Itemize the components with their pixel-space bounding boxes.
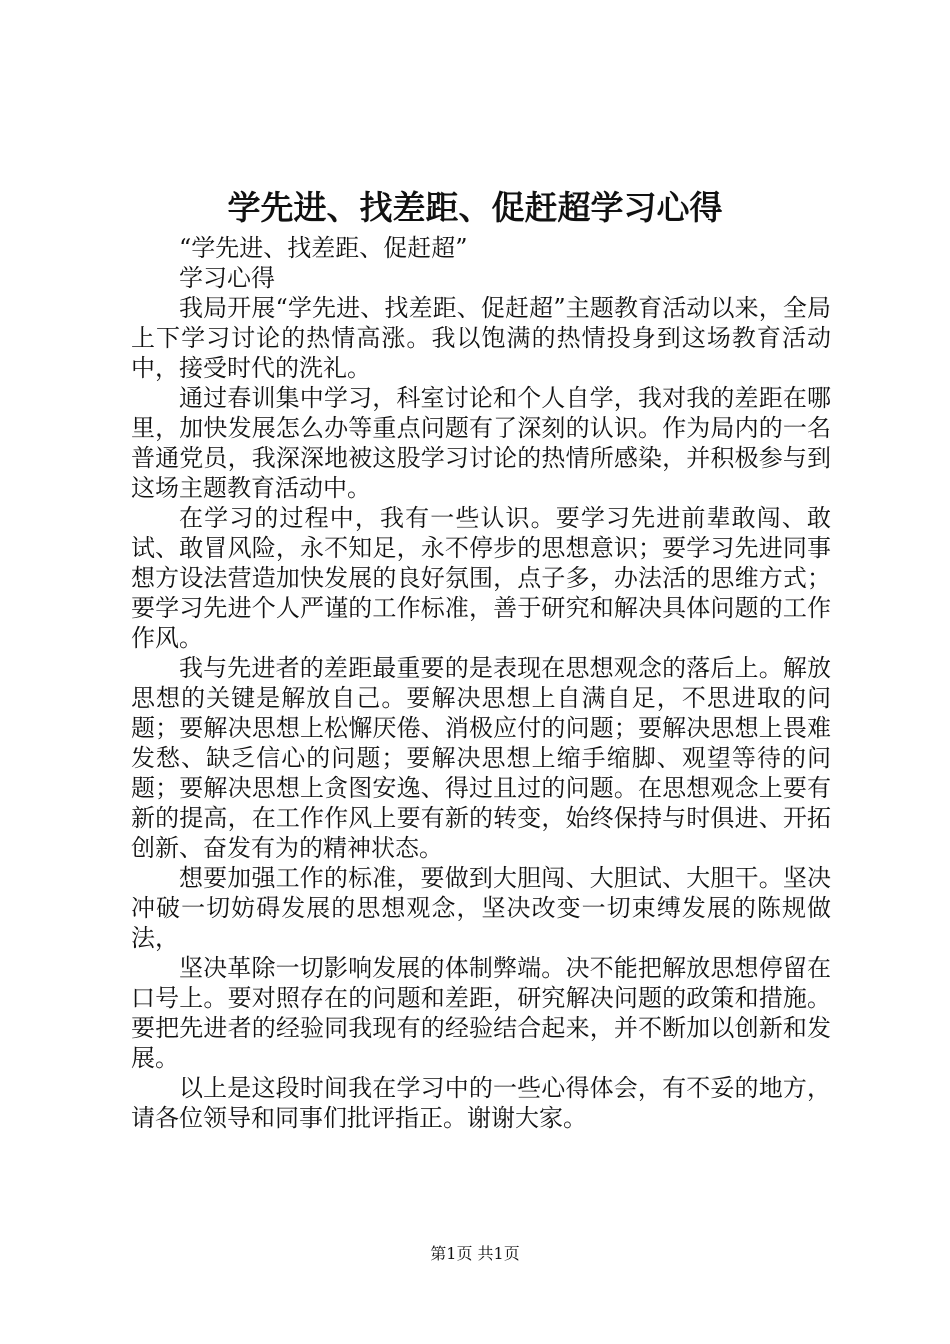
paragraph: 我局开展“学先进、找差距、促赶超”主题教育活动以来，全局上下学习讨论的热情高涨。我以饱满的热情投身到这场教育活动中，接受时代的洗礼。 xyxy=(131,294,831,382)
page-footer: 第1页 共1页 xyxy=(430,1244,520,1263)
paragraph: 学习心得 xyxy=(179,264,275,292)
paragraph: 我与先进者的差距最重要的是表现在思想观念的落后上。解放思想的关键是解放自己。要解决思想上自满自足，不思进取的问题；要解决思想上松懈厌倦、消极应付的问题；要解决思想上畏难发愁、缺乏信心的问题；要解决思想上缩手缩脚、观望等待的问题；要解决思想上贪图安逸、得过且过的问题。在思想观念上要有新的提高，在工作作风上要有新的转变，始终保持与时俱进、开拓创新、奋发有为的精神状态。 xyxy=(131,654,831,862)
paragraph: “学先进、找差距、促赶超” xyxy=(179,234,468,262)
paragraph: 坚决革除一切影响发展的体制弊端。决不能把解放思想停留在口号上。要对照存在的问题和差距，研究解决问题的政策和措施。要把先进者的经验同我现有的经验结合起来，并不断加以创新和发展。 xyxy=(131,954,831,1072)
document-title: 学先进、找差距、促赶超学习心得 xyxy=(227,188,723,227)
paragraph: 在学习的过程中，我有一些认识。要学习先进前辈敢闯、敢试、敢冒风险，永不知足，永不停步的思想意识；要学习先进同事想方设法营造加快发展的良好氛围，点子多，办法活的思维方式；要学习先进个人严谨的工作标准，善于研究和解决具体问题的工作作风。 xyxy=(131,504,831,652)
paragraph: 想要加强工作的标准，要做到大胆闯、大胆试、大胆干。坚决冲破一切妨碍发展的思想观念，坚决改变一切束缚发展的陈规做法， xyxy=(131,864,831,952)
paragraph: 以上是这段时间我在学习中的一些心得体会，有不妥的地方，请各位领导和同事们批评指正。谢谢大家。 xyxy=(131,1074,831,1132)
document-body xyxy=(131,233,831,1133)
paragraph: 通过春训集中学习，科室讨论和个人自学，我对我的差距在哪里，加快发展怎么办等重点问题有了深刻的认识。作为局内的一名普通党员，我深深地被这股学习讨论的热情所感染，并积极参与到这场主题教育活动中。 xyxy=(131,384,831,502)
